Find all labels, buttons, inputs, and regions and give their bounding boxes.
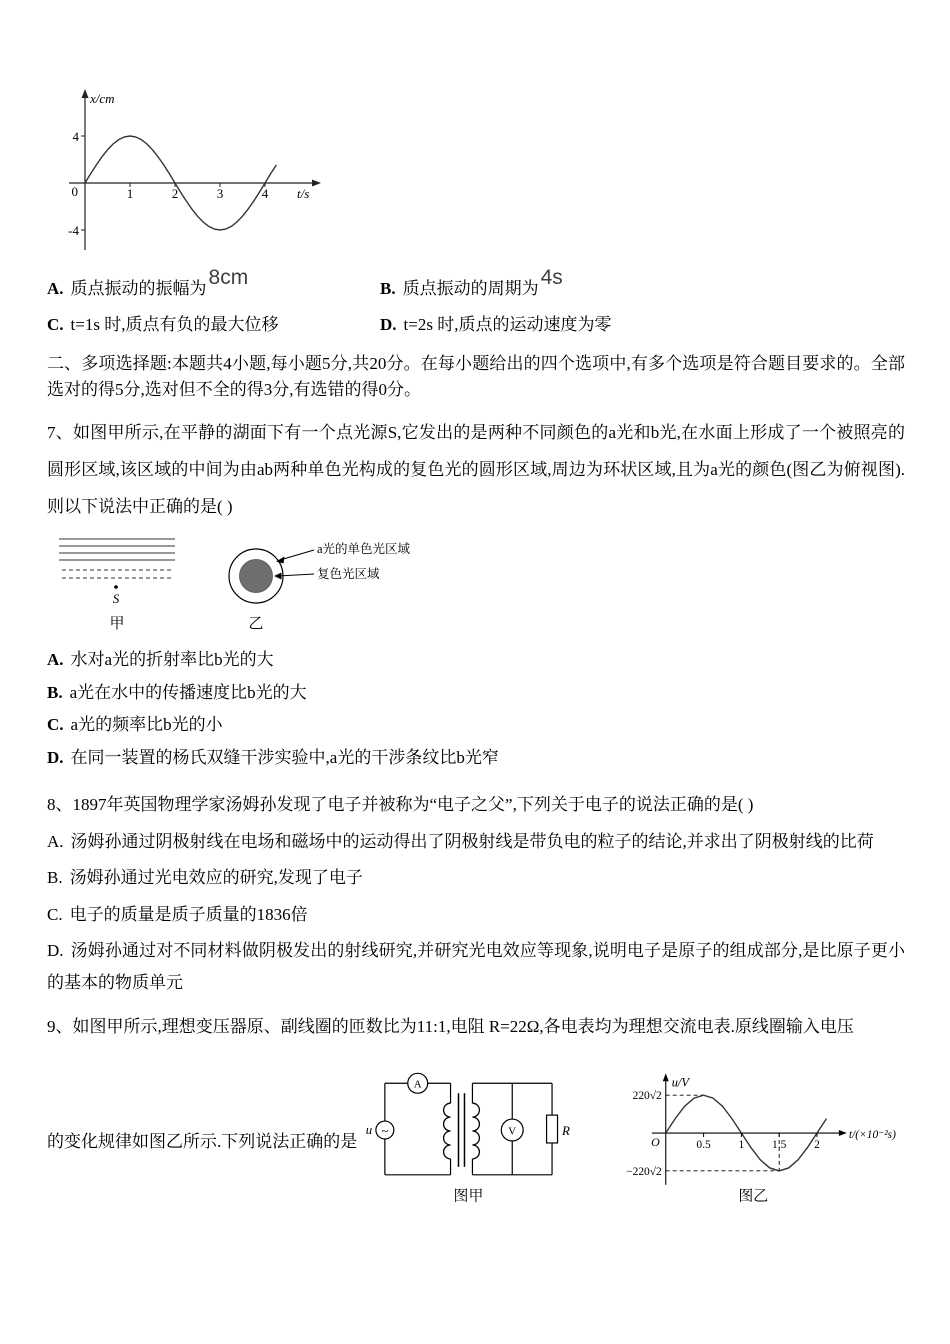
q8-option-c-text: 电子的质量是质子质量的1836倍 bbox=[69, 904, 308, 924]
ring-region-label: a光的单色光区域 bbox=[317, 541, 411, 556]
q6-options-row-ab bbox=[47, 266, 905, 300]
inner-composite-circle bbox=[240, 559, 273, 592]
q6-option-a-letter: A. bbox=[47, 279, 64, 298]
q6-option-a-formula: 8cm bbox=[208, 266, 249, 289]
q7-option-a-letter: A. bbox=[47, 649, 64, 669]
q9-voltage-graph bbox=[614, 1071, 905, 1207]
q6-option-b-letter: B. bbox=[380, 279, 396, 298]
q7-figures bbox=[53, 530, 905, 632]
q7-figure-yi bbox=[216, 530, 466, 632]
q9-figures bbox=[47, 1067, 905, 1207]
q7-options bbox=[47, 648, 905, 771]
q6-xtick-2: 2 bbox=[171, 186, 179, 201]
q8-option-a-text: 汤姆孙通过阴极射线在电场和磁场中的运动得出了阴极射线是带负电的粒子的结论,并求出了阴极射线的比荷 bbox=[70, 832, 874, 852]
figure-jia-label: 甲 bbox=[109, 615, 125, 632]
q6-ylabel: x/cm bbox=[90, 91, 115, 106]
primary-loop-wires bbox=[385, 1083, 451, 1175]
q6-option-a-text: 质点振动的振幅为 bbox=[70, 279, 207, 298]
u-origin-label: O bbox=[651, 1134, 661, 1149]
q7-option-b-text: a光在水中的传播速度比b光的大 bbox=[69, 682, 307, 702]
x-axis-arrow-icon bbox=[312, 180, 321, 187]
primary-coil bbox=[444, 1103, 451, 1159]
u-ymin-label: −220√2 bbox=[626, 1165, 663, 1178]
q6-option-b-text: 质点振动的周期为 bbox=[402, 279, 539, 298]
q9-circuit-figure bbox=[357, 1067, 574, 1207]
q7-option-d-letter: D. bbox=[47, 747, 64, 767]
q6-option-d bbox=[380, 310, 611, 335]
figure-yi-caption: 图乙 bbox=[738, 1188, 769, 1205]
q8-option-a bbox=[47, 826, 905, 857]
light-source-dot bbox=[114, 585, 118, 589]
q6-xtick-3: 3 bbox=[216, 186, 224, 201]
q6-xlabel: t/s bbox=[297, 186, 310, 201]
q7-option-a bbox=[47, 648, 905, 673]
q7-figure-yi-wrap bbox=[216, 530, 466, 632]
u-xlabel: t/(×10⁻²s) bbox=[849, 1128, 897, 1141]
q7-option-d-text: 在同一装置的杨氏双缝干涉实验中,a光的干涉条纹比b光窄 bbox=[70, 747, 499, 767]
center-label-arrow-icon bbox=[274, 572, 314, 579]
section2-header: 二、多项选择题:本题共4小题,每小题5分,共20分。在每小题给出的四个选项中,有多个选项是符合题目要求的。全部选对的得5分,选对但不全的得3分,有选错的得0分。 bbox=[47, 354, 905, 400]
u-ymax-label: 220√2 bbox=[633, 1089, 663, 1102]
resistor-icon bbox=[547, 1115, 558, 1143]
center-region-label: 复色光区域 bbox=[317, 566, 380, 581]
q8-option-b-text: 汤姆孙通过光电效应的研究,发现了电子 bbox=[69, 868, 363, 888]
q6-options-row-cd bbox=[47, 310, 905, 335]
u-xtick-0: 0.5 bbox=[696, 1138, 712, 1151]
q7-stem: 7、如图甲所示,在平静的湖面下有一个点光源S,它发出的是两种不同颜色的a光和b光,在水面上形成了一个被照亮的圆形区域,该区域的中间为由ab两种单色光构成的复色光的圆形区域,周边为环状区域,且为a光的颜色(图乙为俯视图).则以下说法中正确的是( ) bbox=[47, 422, 905, 517]
ammeter-label: A bbox=[414, 1078, 423, 1091]
q7-option-c-text: a光的频率比b光的小 bbox=[70, 715, 223, 735]
transformer-core bbox=[459, 1093, 465, 1167]
u-xtick-1: 1 bbox=[738, 1138, 745, 1151]
q6-option-b-formula: 4s bbox=[540, 266, 563, 289]
q8-option-b bbox=[47, 862, 905, 893]
q7-figure-jia bbox=[53, 530, 188, 632]
figure-yi-label: 乙 bbox=[248, 615, 264, 632]
x-axis-arrow-icon bbox=[839, 1130, 847, 1136]
light-source-label: S bbox=[112, 590, 120, 606]
q6-option-c-letter: C. bbox=[47, 315, 64, 334]
resistor-label: R bbox=[562, 1122, 571, 1138]
q8-stem: 8、1897年英国物理学家汤姆孙发现了电子并被称为“电子之父”,下列关于电子的说法正确的是( ) bbox=[47, 795, 754, 815]
q9-stem-continued: 的变化规律如图乙所示.下列说法正确的是 bbox=[47, 1131, 358, 1151]
y-axis-arrow-icon bbox=[663, 1073, 669, 1081]
q6-option-c bbox=[47, 310, 380, 335]
q7-option-c bbox=[47, 713, 905, 738]
q8-option-c bbox=[47, 899, 905, 930]
q6-oscillation-graph bbox=[57, 88, 327, 258]
q9-stem: 9、如图甲所示,理想变压器原、副线圈的匝数比为11:1,电阻 R=22Ω,各电表均为理想交流电表.原线圈输入电压 bbox=[47, 1017, 854, 1037]
q7-option-b-letter: B. bbox=[47, 682, 63, 702]
q8-option-a-letter: A. bbox=[47, 832, 64, 852]
y-axis-arrow-icon bbox=[82, 89, 89, 98]
q7-option-c-letter: C. bbox=[47, 715, 64, 735]
water-surface-lines bbox=[59, 539, 175, 560]
q6-ytick-top: 4 bbox=[72, 129, 79, 144]
q6-option-b bbox=[380, 266, 563, 300]
q8-option-d-text: 汤姆孙通过对不同材料做阴极发出的射线研究,并研究光电效应等现象,说明电子是原子的组成部分,是比原子更小的基本的物质单元 bbox=[47, 941, 905, 992]
u-x-ticks bbox=[704, 1133, 817, 1137]
source-voltage-label: u bbox=[366, 1121, 373, 1137]
q6-origin-label: 0 bbox=[71, 184, 78, 199]
q6-option-d-letter: D. bbox=[380, 315, 397, 334]
q7-option-a-text: 水对a光的折射率比b光的大 bbox=[70, 649, 274, 669]
q8-option-c-letter: C. bbox=[47, 904, 63, 924]
q6-option-d-text: t=2s 时,质点的运动速度为零 bbox=[403, 315, 612, 334]
ac-source-symbol: ~ bbox=[381, 1122, 389, 1138]
figure-jia-caption: 图甲 bbox=[454, 1188, 484, 1205]
q7-option-d bbox=[47, 746, 905, 771]
q6-x-axis bbox=[69, 180, 321, 187]
q6-option-c-text: t=1s 时,质点有负的最大位移 bbox=[70, 315, 279, 334]
ring-label-arrow-icon bbox=[276, 550, 314, 564]
q6-xtick-1: 1 bbox=[126, 186, 134, 201]
u-xtick-2: 1.5 bbox=[772, 1138, 787, 1151]
q8-option-d-letter: D. bbox=[47, 941, 64, 961]
q8-option-b-letter: B. bbox=[47, 868, 63, 888]
q7-option-b bbox=[47, 681, 905, 706]
q8-block bbox=[47, 790, 905, 998]
u-ylabel: u/V bbox=[672, 1075, 690, 1090]
q6-option-a bbox=[47, 266, 380, 300]
secondary-coil bbox=[473, 1103, 480, 1159]
q8-option-d bbox=[47, 935, 905, 998]
dashed-lines bbox=[62, 570, 172, 578]
q6-ytick-bottom: -4 bbox=[68, 223, 79, 238]
q6-y-axis bbox=[82, 89, 89, 250]
voltmeter-label: V bbox=[508, 1125, 517, 1138]
u-xtick-3: 2 bbox=[814, 1138, 821, 1151]
q6-xtick-4: 4 bbox=[261, 186, 269, 201]
